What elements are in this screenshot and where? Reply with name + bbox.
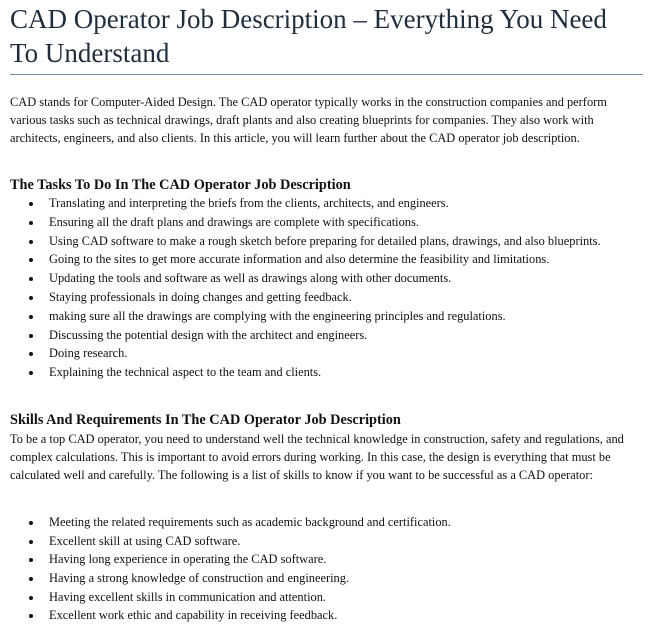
list-item: Having long experience in operating the CAD software. bbox=[0, 551, 640, 568]
list-item: Ensuring all the draft plans and drawings are complete with specifications. bbox=[0, 214, 640, 231]
bullet-icon bbox=[29, 296, 33, 300]
list-item: Excellent work ethic and capability in receiving feedback. bbox=[0, 607, 640, 624]
title-underline bbox=[10, 74, 643, 75]
bullet-icon bbox=[29, 258, 33, 262]
bullet-icon bbox=[29, 614, 33, 618]
list-item: Going to the sites to get more accurate information and also determine the feasibility and limitations. bbox=[0, 251, 640, 268]
list-item: Updating the tools and software as well as drawings along with other documents. bbox=[0, 270, 640, 287]
bullet-icon bbox=[29, 315, 33, 319]
list-item: Discussing the potential design with the architect and engineers. bbox=[0, 327, 640, 344]
bullet-icon bbox=[29, 577, 33, 581]
list-item: Meeting the related requirements such as academic background and certification. bbox=[0, 514, 640, 531]
list-item: Doing research. bbox=[0, 345, 640, 362]
tasks-list bbox=[0, 195, 640, 383]
intro-paragraph: CAD stands for Computer-Aided Design. The CAD operator typically works in the construction companies and perform various tasks such as technical drawings, draft plants and also creating blueprints for companies. They also work with architects, engineers, and also clients. In this article, you will learn further about the CAD operator job description. bbox=[10, 95, 607, 145]
document-title: CAD Operator Job Description – Everything You Need To Understand bbox=[10, 4, 607, 68]
list-item: making sure all the drawings are complying with the engineering principles and regulations. bbox=[0, 308, 640, 325]
list-item: Explaining the technical aspect to the team and clients. bbox=[0, 364, 640, 381]
bullet-icon bbox=[29, 371, 33, 375]
list-item: Having excellent skills in communication and attention. bbox=[0, 589, 640, 606]
skills-paragraph: To be a top CAD operator, you need to understand well the technical knowledge in construction, safety and regulations, and complex calculations. This is important to avoid errors during working. In this case, the design is everything that must be calculated well and carefully. The following is a list of skills to know if you want to be successful as a CAD operator: bbox=[10, 432, 624, 482]
bullet-icon bbox=[29, 521, 33, 525]
tasks-heading: The Tasks To Do In The CAD Operator Job Description bbox=[10, 177, 351, 193]
bullet-icon bbox=[29, 558, 33, 562]
bullet-icon bbox=[29, 277, 33, 281]
list-item: Staying professionals in doing changes and getting feedback. bbox=[0, 289, 640, 306]
skills-list bbox=[0, 514, 640, 626]
bullet-icon bbox=[29, 540, 33, 544]
bullet-icon bbox=[29, 221, 33, 225]
bullet-icon bbox=[29, 352, 33, 356]
bullet-icon bbox=[29, 202, 33, 206]
list-item: Having a strong knowledge of construction and engineering. bbox=[0, 570, 640, 587]
bullet-icon bbox=[29, 334, 33, 338]
bullet-icon bbox=[29, 240, 33, 244]
list-item: Translating and interpreting the briefs from the clients, architects, and engineers. bbox=[0, 195, 640, 212]
bullet-icon bbox=[29, 596, 33, 600]
list-item: Excellent skill at using CAD software. bbox=[0, 533, 640, 550]
list-item: Using CAD software to make a rough sketch before preparing for detailed plans, drawings, and also blueprints. bbox=[0, 233, 640, 250]
skills-heading: Skills And Requirements In The CAD Operator Job Description bbox=[10, 412, 401, 428]
